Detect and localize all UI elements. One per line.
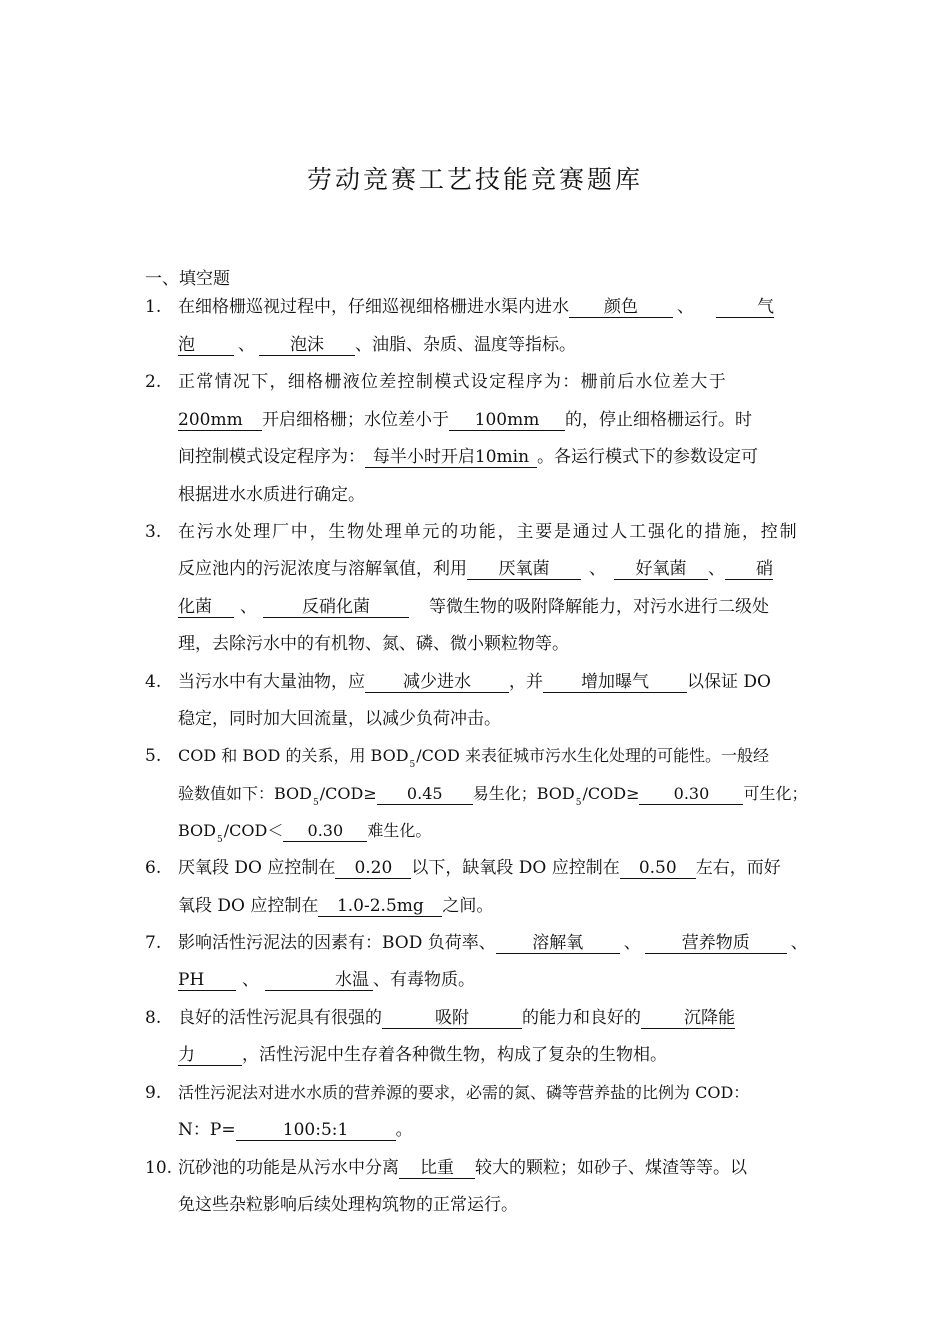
question-line: 根据进水水质进行确定。 [178, 485, 365, 505]
question-line: 在污水处理厂中，生物处理单元的功能，主要是通过人工强化的措施，控制 [178, 522, 799, 542]
static-text: N：P= [178, 1120, 236, 1140]
answer-blank: 沉降能 [641, 1008, 735, 1029]
static-text: 以保证 DO [687, 672, 771, 692]
question-number: 1. [145, 297, 162, 317]
static-text: 间控制模式设定程序为： [178, 447, 365, 467]
question-line [178, 409, 752, 431]
answer-blank: 200mm [178, 410, 262, 431]
subscript: 5 [409, 760, 416, 770]
answer-blank: 0.30 [639, 784, 743, 805]
question-number: 9. [145, 1083, 162, 1103]
question-line [178, 334, 576, 356]
static-text: 影响活性污泥法的因素有：BOD 负荷率、 [178, 933, 496, 953]
answer-blank: 增加曝气 [543, 672, 687, 693]
section-heading: 一、填空题 [145, 269, 230, 289]
static-text: 。各运行模式下的参数设定可 [537, 447, 758, 467]
static-text: 、 [790, 933, 808, 953]
static-text: ，活性污泥中生存着各种微生物，构成了复杂的生物相。 [242, 1045, 667, 1065]
answer-blank: 每半小时开启10min [365, 447, 537, 468]
answer-blank: 比重 [399, 1158, 475, 1179]
static-text: 的，停止细格栅运行。时 [565, 410, 752, 430]
static-text: COD 和 BOD 的关系，用 BOD [178, 746, 409, 765]
static-text: 之间。 [442, 896, 494, 916]
answer-blank: 好氧菌 [614, 559, 708, 580]
answer-blank: 吸附 [382, 1008, 522, 1029]
question-number: 3. [145, 522, 162, 542]
answer-blank: 营养物质 [645, 933, 787, 954]
question-line [178, 596, 769, 618]
answer-blank: 100mm [449, 410, 565, 431]
question-line: 稳定，同时加大回流量，以减少负荷冲击。 [178, 709, 501, 729]
static-text: 、 [589, 559, 606, 579]
static-text: 、有毒物质。 [373, 970, 475, 990]
static-text: 可生化； [743, 784, 808, 803]
question-line [178, 783, 807, 814]
static-text: 、 [240, 597, 257, 617]
page-title: 劳动竞赛工艺技能竞赛题库 [306, 165, 643, 194]
static-text: /COD＜ [223, 821, 284, 840]
question-line [178, 1119, 413, 1141]
answer-blank: 100:5:1 [236, 1120, 396, 1141]
question-line [178, 1007, 735, 1029]
static-text: /COD 来表征城市污水生化处理的可能性。一般经 [416, 746, 769, 765]
answer-blank: 反硝化菌 [263, 597, 409, 618]
question-line [178, 932, 808, 954]
static-text: 厌氧段 DO 应控制在 [178, 858, 336, 878]
static-text: ，并 [509, 672, 543, 692]
static-text: 、 [238, 335, 255, 355]
static-text: 开启细格栅；水位差小于 [262, 410, 449, 430]
static-text: 沉砂池的功能是从污水中分离 [178, 1158, 399, 1178]
question-line [178, 1157, 747, 1179]
static-text: 、油脂、杂质、温度等指标。 [355, 335, 576, 355]
question-line: 理，去除污水中的有机物、氮、磷、微小颗粒物等。 [178, 634, 569, 654]
static-text: 易生化；BOD [472, 784, 575, 803]
question-number: 4. [145, 672, 162, 692]
static-text: 。 [395, 1120, 413, 1140]
question-number: 2. [145, 372, 162, 392]
static-text: BOD [178, 821, 216, 840]
answer-blank: 颜色 [569, 297, 673, 318]
static-text: 良好的活性污泥具有很强的 [178, 1008, 382, 1028]
static-text: 验数值如下：BOD [178, 784, 313, 803]
answer-blank: 减少进水 [365, 672, 509, 693]
answer-blank: 1.0-2.5mg [318, 896, 442, 917]
question-line [178, 671, 771, 693]
answer-blank: 化菌 [178, 597, 234, 618]
question-number: 10. [145, 1158, 173, 1178]
question-line [178, 820, 431, 851]
static-text: 、 [242, 970, 259, 990]
static-text: 氧段 DO 应控制在 [178, 896, 319, 916]
question-line [178, 745, 769, 776]
answer-blank: 泡沫 [259, 335, 355, 356]
question-line: 活性污泥法对进水水质的营养源的要求，必需的氮、磷等营养盐的比例为 COD： [178, 1083, 750, 1102]
static-text: 较大的颗粒；如砂子、煤渣等等。以 [475, 1158, 747, 1178]
static-text: 在细格栅巡视过程中，仔细巡视细格栅进水渠内进水 [178, 297, 569, 317]
answer-blank: 水温 [265, 970, 373, 991]
static-text: 反应池内的污泥浓度与溶解氧值，利用 [178, 559, 467, 579]
question-number: 5. [145, 746, 162, 766]
static-text: 等微生物的吸附降解能力，对污水进行二级处 [429, 597, 769, 617]
question-line: 正常情况下，细格栅液位差控制模式设定程序为：栅前后水位差大于 [178, 372, 727, 392]
subscript: 5 [575, 798, 582, 808]
subscript: 5 [217, 835, 223, 845]
static-text: 难生化。 [367, 821, 432, 840]
question-line [178, 446, 758, 468]
answer-blank: 硝 [725, 559, 773, 580]
static-text: 的能力和良好的 [522, 1008, 641, 1028]
question-line [178, 969, 475, 991]
question-line [178, 296, 774, 318]
question-line [178, 857, 781, 879]
answer-blank: 0.45 [377, 784, 473, 805]
question-line [178, 895, 493, 917]
answer-blank: PH [178, 970, 236, 991]
static-text: 当污水中有大量油物，应 [178, 672, 365, 692]
question-number: 8. [145, 1008, 162, 1028]
answer-blank: 0.20 [335, 858, 411, 879]
static-text: 、 [708, 559, 725, 579]
answer-blank: 0.50 [620, 858, 696, 879]
answer-blank: 力 [178, 1045, 242, 1066]
answer-blank: 0.30 [283, 821, 367, 842]
static-text: 、 [623, 933, 641, 953]
static-text: 以下，缺氧段 DO 应控制在 [411, 858, 620, 878]
static-text: /COD≥ [582, 784, 640, 803]
question-number: 6. [145, 858, 162, 878]
answer-blank: 溶解氧 [496, 933, 620, 954]
answer-blank: 泡 [178, 335, 234, 356]
question-line: 免这些杂粒影响后续处理构筑物的正常运行。 [178, 1195, 518, 1215]
static-text: 左右，而好 [695, 858, 781, 878]
answer-blank: 厌氧菌 [467, 559, 581, 580]
question-line [178, 1044, 667, 1066]
subscript: 5 [313, 798, 319, 808]
static-text: 、 [677, 297, 694, 317]
question-number: 7. [145, 933, 162, 953]
answer-blank: 气 [716, 297, 774, 318]
question-line [178, 558, 773, 580]
static-text: /COD≥ [319, 784, 377, 803]
